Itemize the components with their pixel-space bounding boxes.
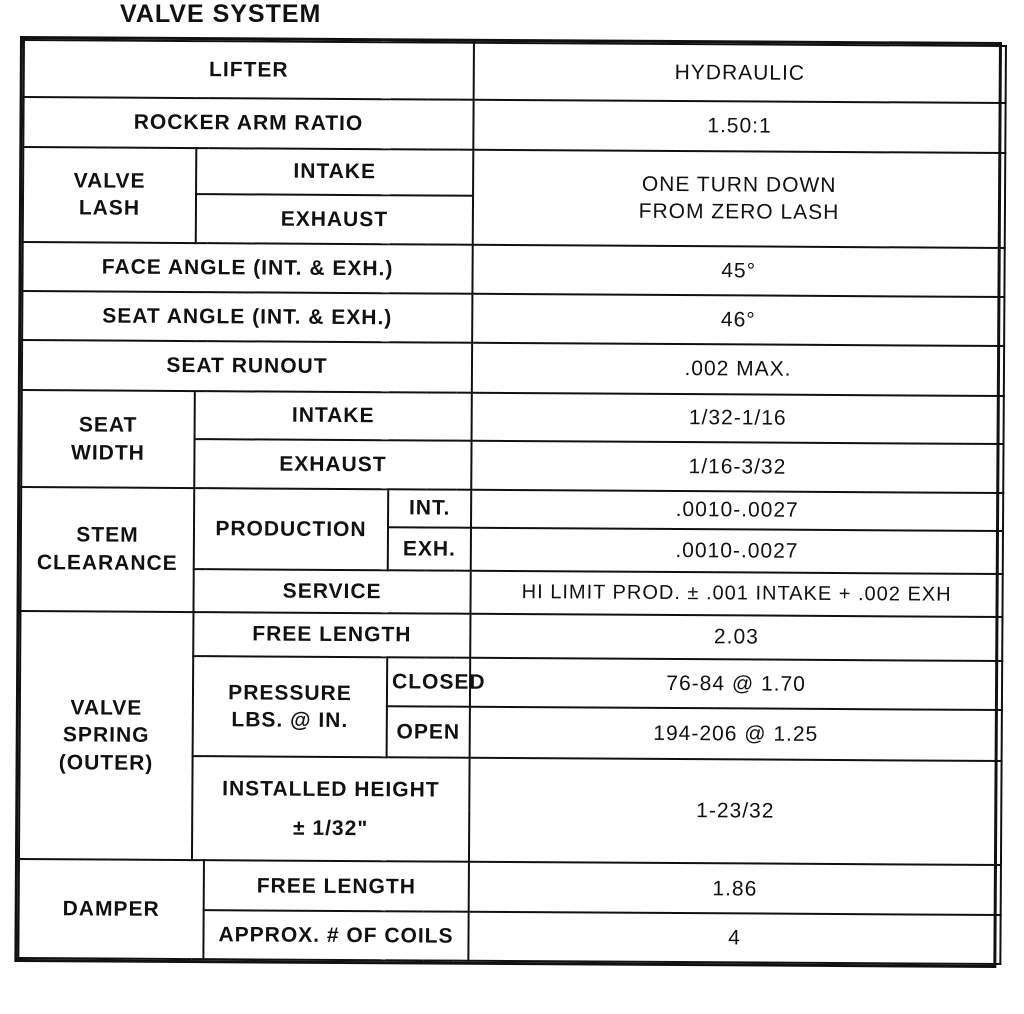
row-stem-clearance-int (21, 487, 1003, 532)
seat-width-label-line2: WIDTH (70, 440, 145, 465)
valve-lash-value-line1: ONE TURN DOWN (641, 172, 837, 198)
stem-clearance-label-line2: CLEARANCE (36, 550, 178, 575)
damper-coils-label: APPROX. # OF COILS (203, 910, 468, 961)
seat-angle-label: SEAT ANGLE (INT. & EXH.) (22, 291, 472, 342)
table-title: VALVE SYSTEM (120, 0, 322, 28)
valve-spring-label-line1: VALVE (70, 696, 143, 720)
spec-table (14, 36, 1002, 968)
stem-int-value: .0010-.0027 (471, 489, 1003, 531)
service-label: SERVICE (193, 569, 470, 613)
seat-runout-label: SEAT RUNOUT (22, 340, 472, 394)
damper-free-length-value: 1.86 (469, 862, 1001, 915)
damper-free-length-label: FREE LENGTH (204, 860, 469, 911)
valve-spring-label (19, 611, 194, 861)
seat-width-label (21, 390, 195, 488)
seat-width-intake-value: 1/32-1/16 (472, 393, 1004, 444)
pressure-label (193, 656, 388, 757)
row-seat-angle (22, 291, 1004, 346)
damper-label: DAMPER (18, 859, 204, 959)
closed-label: CLOSED (387, 658, 470, 707)
stem-exh-value: .0010-.0027 (471, 528, 1003, 574)
valve-lash-value-line2: FROM ZERO LASH (638, 200, 840, 225)
row-damper-free-length (19, 859, 1001, 915)
seat-width-exhaust-value: 1/16-3/32 (471, 441, 1003, 493)
row-lifter (24, 40, 1006, 103)
valve-spring-label-line3: (OUTER) (58, 750, 154, 775)
seat-width-intake-label: INTAKE (195, 391, 472, 440)
seat-runout-value: .002 MAX. (472, 342, 1004, 396)
stem-int-label: INT. (388, 489, 471, 528)
row-rocker-arm-ratio (23, 97, 1005, 153)
lifter-value: HYDRAULIC (474, 43, 1006, 103)
stem-clearance-label-line1: STEM (76, 523, 139, 548)
row-face-angle (22, 242, 1004, 297)
seat-width-label-line1: SEAT (78, 413, 138, 437)
installed-height-label-line1: INSTALLED HEIGHT (222, 776, 440, 802)
face-angle-label: FACE ANGLE (INT. & EXH.) (22, 242, 472, 293)
closed-value: 76-84 @ 1.70 (470, 658, 1002, 710)
stem-clearance-label (20, 487, 194, 612)
rocker-arm-ratio-label: ROCKER ARM RATIO (23, 97, 473, 149)
stem-exh-label: EXH. (388, 528, 471, 571)
rocker-arm-ratio-value: 1.50:1 (473, 100, 1005, 153)
service-value: HI LIMIT PROD. ± .001 INTAKE + .002 EXH (471, 571, 1003, 617)
valve-lash-intake-label: INTAKE (196, 148, 473, 196)
face-angle-value: 45° (472, 245, 1004, 297)
valve-lash-label-line1: VALVE (73, 169, 146, 193)
seat-angle-value: 46° (472, 294, 1004, 346)
seat-width-exhaust-label: EXHAUST (194, 439, 471, 489)
open-label: OPEN (387, 706, 470, 757)
valve-lash-exhaust-label: EXHAUST (196, 194, 473, 244)
row-seat-runout (22, 340, 1004, 397)
installed-height-value: 1-23/32 (469, 758, 1002, 866)
row-seat-width-intake (22, 390, 1004, 444)
row-valve-lash-intake (23, 147, 1005, 200)
installed-height-label-line2: ± 1/32" (293, 816, 369, 841)
production-label: PRODUCTION (194, 488, 388, 570)
pressure-label-line2: LBS. @ IN. (231, 708, 349, 733)
installed-height-label (192, 756, 470, 862)
valve-spring-label-line2: SPRING (62, 723, 150, 748)
open-value: 194-206 @ 1.25 (470, 707, 1002, 761)
damper-coils-value: 4 (468, 912, 1000, 964)
valve-lash-label-line2: LASH (78, 196, 141, 221)
valve-lash-label (23, 147, 197, 243)
valve-lash-value (473, 149, 1006, 248)
row-valve-spring-free-length (20, 611, 1002, 662)
pressure-label-line1: PRESSURE (228, 681, 352, 705)
lifter-label: LIFTER (24, 40, 474, 100)
spring-free-length-value: 2.03 (470, 613, 1002, 661)
spring-free-length-label: FREE LENGTH (193, 612, 470, 658)
